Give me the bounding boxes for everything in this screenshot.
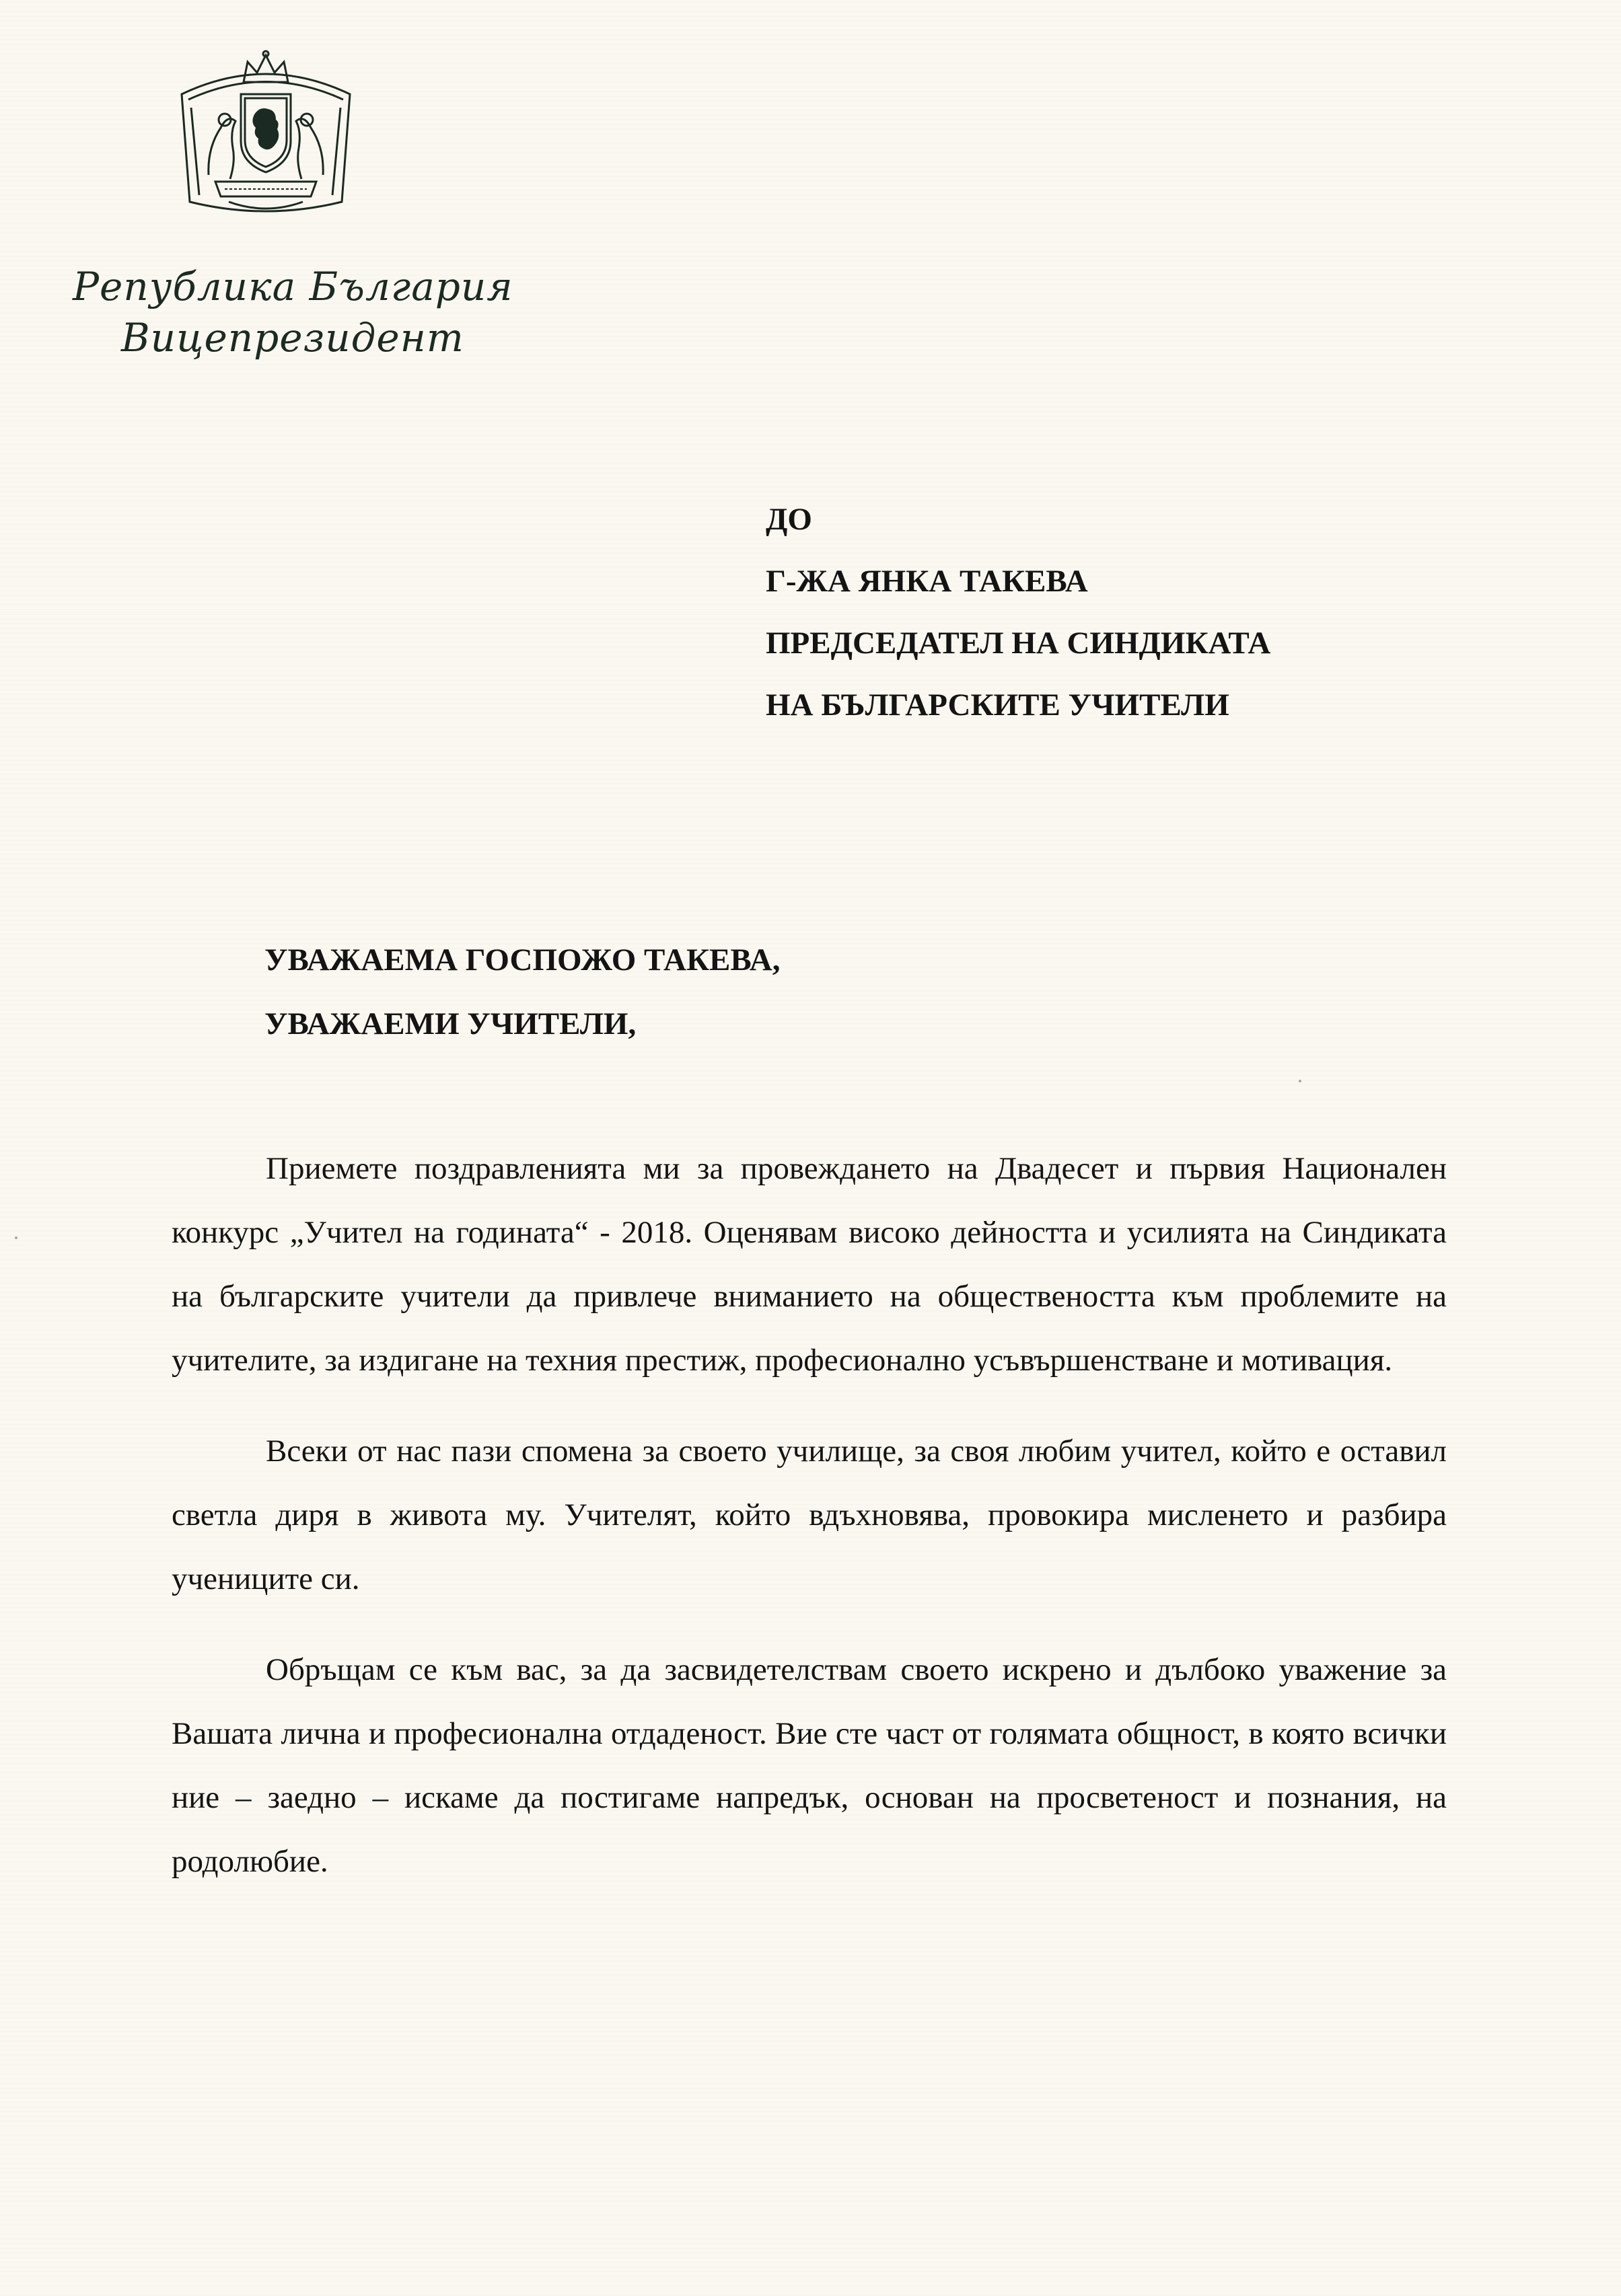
addressee-block [766,488,1270,736]
letterhead [0,0,538,404]
salutation-line: УВАЖАЕМИ УЧИТЕЛИ, [264,1006,637,1041]
body-paragraph: Приемете поздравленията ми за провеждането на Двадесет и първия Национален конкурс „Учител на годината“ - 2018. Оценявам високо дейността и усилията на Синдиката на българските учители да привлече вниманието на обществеността към проблемите на учителите, за издигане на техния престиж, професионално усъвършенстване и мотивация. [172,1151,1447,1378]
salutation-line: УВАЖАЕМА ГОСПОЖО ТАКЕВА, [264,942,781,977]
body-paragraph: Всеки от нас пази спомена за своето училище, за своя любим учител, който е оставил светла диря в живота му. Учителят, който вдъхновява, провокира мисленето и разбира учениците си. [172,1434,1447,1596]
letterhead-country-name: Република България [73,264,513,309]
salutation-block [264,928,780,1056]
addressee-line: НА БЪЛГАРСКИТЕ УЧИТЕЛИ [766,688,1229,723]
letter-body [172,1137,1447,1921]
addressee-line: ДО [766,502,812,537]
letterhead-office-name: Вицепрезидент [121,315,464,361]
addressee-line: Г-ЖА ЯНКА ТАКЕВА [766,564,1088,599]
paper-speck [1299,1080,1301,1082]
paper-speck [15,1236,17,1239]
coat-of-arms-icon [168,47,363,229]
body-paragraph: Обръщам се към вас, за да засвидетелствам своето искрено и дълбоко уважение за Вашата лична и професионална отдаденост. Вие сте част от голямата общност, в която всички ние – заедно – искаме да постигаме напредък, основан на просветеност и познания, на родолюбие. [172,1652,1447,1879]
addressee-line: ПРЕДСЕДАТЕЛ НА СИНДИКАТА [766,626,1271,661]
